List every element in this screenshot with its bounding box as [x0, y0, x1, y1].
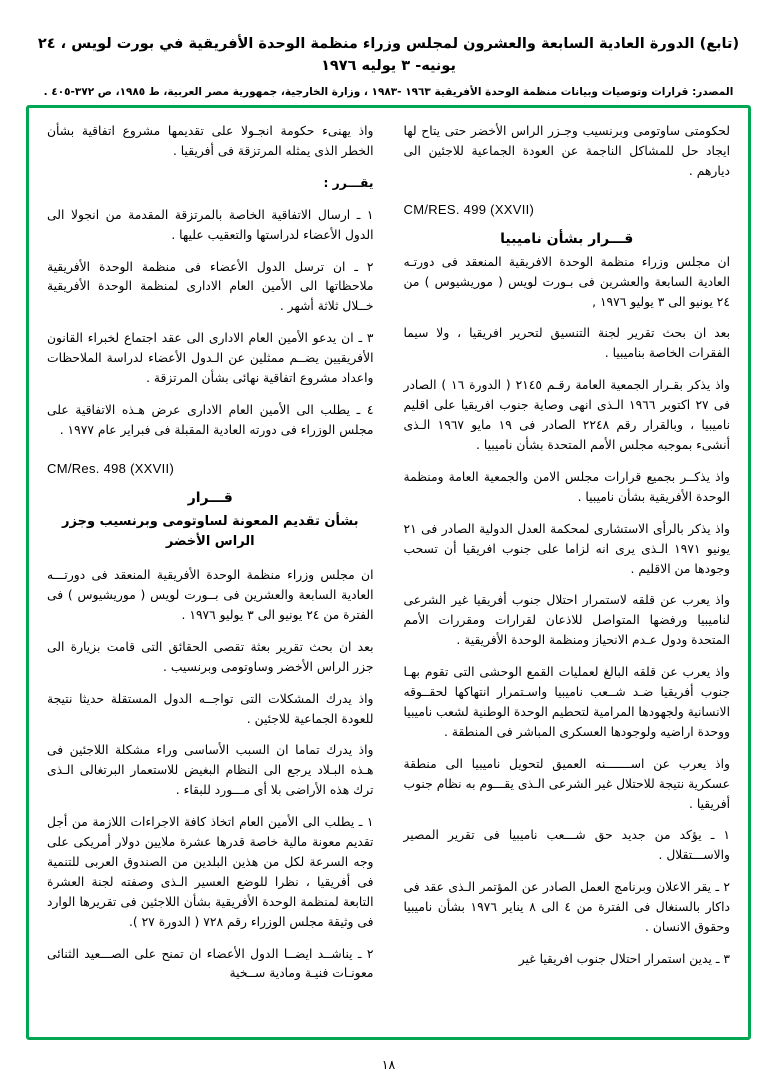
paragraph: ٣ ـ يدين استمرار احتلال جنوب افريقيا غير: [518, 952, 730, 966]
page-header: [0, 0, 777, 100]
resolution-title: قـــرار: [187, 489, 233, 506]
page-number: ١٨: [381, 1057, 396, 1072]
paragraph: ١ ـ يطلب الى الأمين العام اتخاذ كافة الاجراءات اللازمة من أجل تقديم معونة مالية خاصة قدرها عشرة ملايين دولار أمريكى على وجه السرعة لكل من هذين البلدين من الصندوق العربى للتنمية فى أفريقيا ، نظرا للوضع العسير الـذى وصفته لجنة العشرة التابعة لمنظمة الوحدة الأفريقية بشأن اللاجئين فى تقريرها الوارد فى وثيقة مجلس الوزراء رقم ٧٢٨ ( الدورة ٢٧ ).: [47, 815, 374, 929]
header-source: المصدر: ‏قرارات وتوصيات وبيانات منظمة الوحدة الأفريقية ١٩٦٣ -١٩٨٣ ، وزارة الخارجية، جمهورية مصر العربية، ط ١٩٨٥، ص ٣٧٢-٤٠٥ .: [43, 85, 734, 98]
resolution-subtitle: بشأن تقديم المعونة لساوتومى وبرنسيب وجزر الراس الأخضر: [62, 513, 359, 549]
paragraph: ٢ ـ ان ترسل الدول الأعضاء فى منظمة الوحدة الأفريقية ملاحظاتها الى الأمين العام الادارى لمنظمة الوحدة الأفريقية خــلال ثلاثة أشهر .: [47, 259, 374, 314]
paragraph: ان مجلس وزراء منظمة الوحدة الافريقية المنعقد فى دورتـه العادية السابعة والعشرين فى بـورت لويس ( موريشيوس ) من ٢٤ يونيو الى ٣ يوليو ١٩٧٦ ,: [403, 254, 730, 309]
paragraph: ان مجلس وزراء منظمة الوحدة الأفريقية المنعقد فى دورتـــه العادية السابعة والعشرين فى بــورت لويس ( موريشيوس ) فى الفترة من ٢٤ يونيو الى ٣ يوليو ١٩٧٦ .: [47, 568, 374, 622]
paragraph: ٣ ـ ان يدعو الأمين العام الادارى الى عقد اجتماع لخبراء القانون الأفريقيين يضــم ممثلين عن الـدول الأعضاء لدراسة الملاحظات واعداد مشروع اتفاقية نهائى بشأن المرتزقة .: [47, 331, 374, 386]
column-right: [404, 122, 731, 1025]
paragraph: واذ يدرك المشكلات التى تواجــه الدول المستقلة حديثا نتيجة للعودة الجماعية للاجئين .: [47, 691, 374, 726]
paragraph: واذ يذكــر بجميع قرارات مجلس الامن والجمعية العامة ومنظمة الوحدة الأفريقية بشأن ناميبيا .: [403, 469, 730, 504]
paragraph: ١ ـ يؤكد من جديد حق شـــعب ناميبيا فى تقرير المصير والاســـتقلال .: [403, 828, 730, 863]
paragraph: واذ يهنىء حكومة انجـولا على تقديمها مشروع اتفاقية بشأن الخطر الذى يمثله المرتزقة فى أفريقيا .: [47, 124, 374, 158]
paragraph: ٢ ـ يقر الاعلان وبرنامج العمل الصادر عن المؤتمر الـذى عقد فى داكار بالسنغال فى الفترة من ٤ الى ٨ يناير ١٩٧٦ بشأن ناميبيا وحقوق الانسان .: [403, 880, 731, 935]
resolution-code: CM/Res. 498 (XXVII): [47, 460, 175, 476]
paragraph: واذ يذكر بقـرار الجمعية العامة رقـم ٢١٤٥ ( الدورة ١٦ ) الصادر فى ٢٧ اكتوبر ١٩٦٦ الـذى انهى وصاية جنوب افريقيا على اقليم ناميبيا ، وبالقرار رقم ٢٢٤٨ الصادر فى ١٩ مايو ١٩٦٧ الـذى أنشىء بموجبه مجلس الأمم المتحدة بشأن ناميبيا .: [403, 378, 730, 452]
header-title: (تابع) الدورة العادية السابعة والعشرون لمجلس وزراء منظمة الوحدة الأفريقية في بورت لويس ، ٢٤ يونيه- ٣ يوليه ١٩٧٦: [37, 36, 740, 74]
column-left: [47, 122, 374, 1025]
paragraph: واذ يعرب عن اســـــــنه العميق لتحويل ناميبيا الى منطقة عسكرية نتيجة للاحتلال غير الشرعى الـذى يقـــوم به نظام جنوب أفريقيا .: [403, 756, 730, 811]
resolution-title: قـــرار بشأن ناميبيا: [500, 230, 634, 247]
paragraph: بعد ان بحث تقرير بعثة تقصى الحقائق التى قامت بزيارة الى جزر الراس الأخضر وساوتومى وبرنسيب .: [47, 639, 374, 674]
paragraph: ٢ ـ يناشــد ايضــا الدول الأعضاء ان تمنح على الصـــعيد الثنائى معونـات فنيـة ومادية ســخية: [47, 946, 374, 981]
paragraph: واذ يعرب عن قلقه البالغ لعمليات القمع الوحشى التى تقوم بهـا جنوب أفريقيا ضـد شــعب ناميبيا واسـتمرار انتهاكها لحقــوقه الانسانية ولجهودها المرامية لتحطيم الوحدة الوطنية لشعب ناميبيا ووحدة اراضيه ولوجودها العسكرى المباشر فى المنطقة .: [403, 665, 730, 739]
paragraph: لحكومتى ساوتومى وبرنسيب وجـزر الراس الأخضر حتى يتاح لها ايجاد حل للمشاكل الناجمة عن العودة الجماعية للاجئين الى ديارهم .: [403, 124, 730, 178]
resolution-code: CM/RES. 499 (XXVII): [403, 201, 535, 217]
paragraph: واذ يذكر بالرأى الاستشارى لمحكمة العدل الدولية الصادر فى ٢١ يونيو ١٩٧١ الـذى يرى انه لزاما على جنوب افريقيا أن تسحب وجودها من الاقليم .: [403, 521, 730, 576]
paragraph: ١ ـ ارسال الاتفاقية الخاصة بالمرتزقة المقدمة من انجولا الى الدول الأعضاء لدراستها والتعقيب عليها .: [47, 207, 374, 242]
two-column-body: [47, 122, 730, 1025]
content-frame: [26, 105, 751, 1040]
paragraph: ٤ ـ يطلب الى الأمين العام الادارى عرض هـذه الاتفاقية على مجلس الوزراء فى دورته العادية المقبلة فى فبراير عام ١٩٧٧ .: [47, 402, 374, 437]
paragraph: واذ يدرك تماما ان السبب الأساسى وراء مشكلة اللاجئين فى هـذه البـلاد يرجع الى النظام البغيض للاستعمار البرتغالى الـذى ترك هذه الأراضى بلا أى مـــورد للبقاء .: [47, 743, 374, 798]
paragraph: واذ يعرب عن قلقه لاستمرار احتلال جنوب أفريقيا غير الشرعى لناميبيا ورفضها المتواصل للاذعان لقرارات ومقررات الأمم المتحدة ودول عـدم الانحياز ومنظمة الوحدة الأفريقية .: [403, 593, 730, 648]
paragraph: بعد ان بحث تقرير لجنة التنسيق لتحرير افريقيا ، ولا سيما الفقرات الخاصة بناميبيا .: [403, 326, 730, 361]
decides-heading: يقـــرر :: [323, 175, 374, 190]
